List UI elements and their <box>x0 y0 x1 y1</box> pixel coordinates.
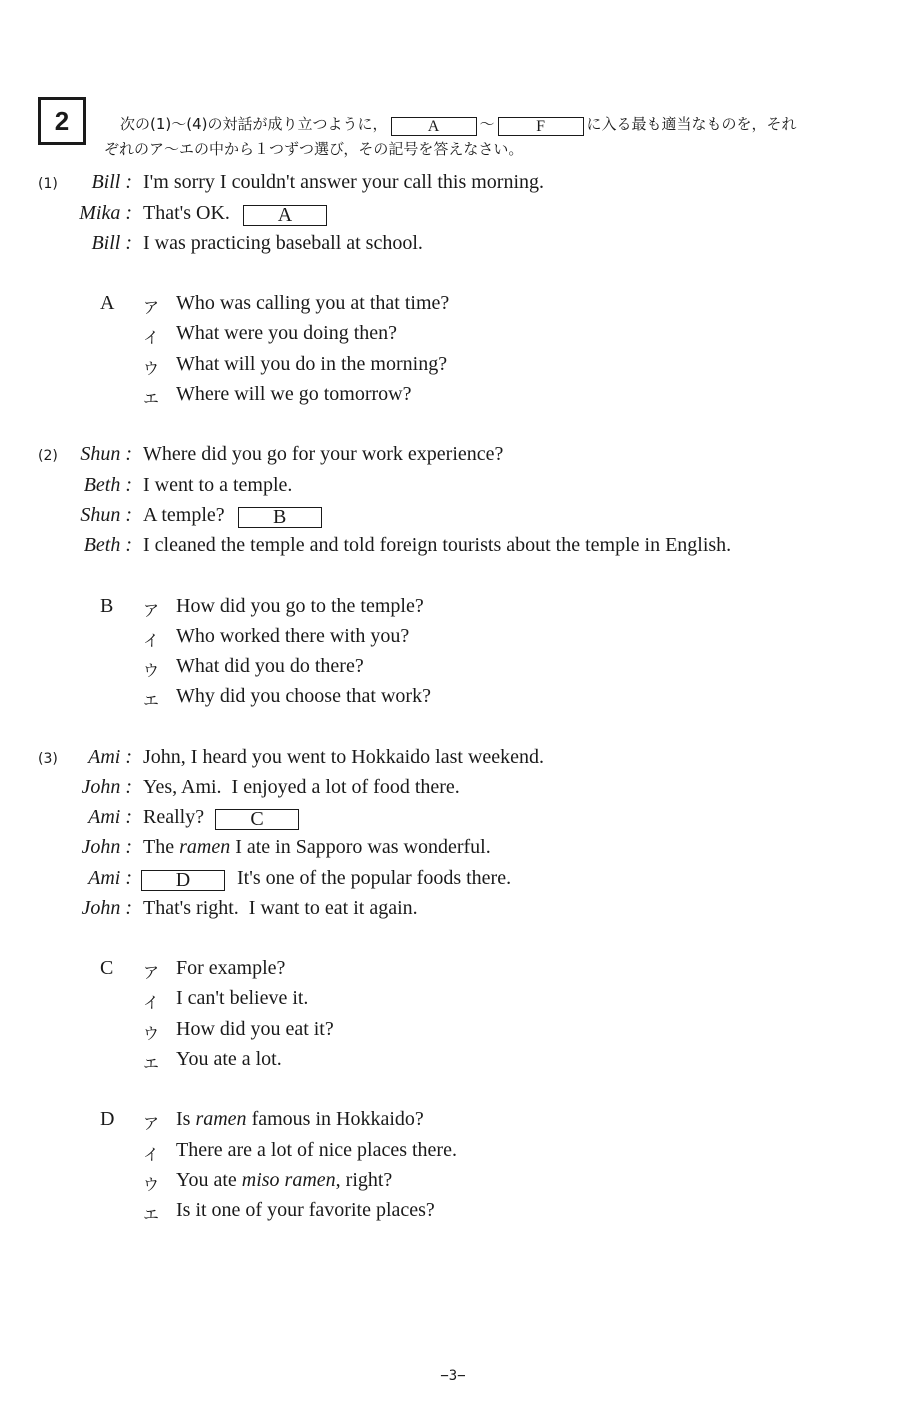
answer-blank: D <box>141 870 225 891</box>
option-text: What did you do there? <box>176 655 364 677</box>
dialogue-line <box>143 806 299 830</box>
dialogue-line <box>143 202 327 226</box>
speaker: Mika : <box>79 202 132 224</box>
option-text: What will you do in the morning? <box>176 353 448 375</box>
section-number: (2) <box>38 448 58 464</box>
option-kana: ア <box>143 963 160 982</box>
option-kana: ア <box>143 1114 160 1133</box>
question-letter: B <box>100 595 114 617</box>
option-text: Why did you choose that work? <box>176 685 431 707</box>
option-text: Where will we go tomorrow? <box>176 383 412 405</box>
option-kana: エ <box>143 1054 160 1073</box>
option-text: Who worked there with you? <box>176 625 410 647</box>
option-text: There are a lot of nice places there. <box>176 1139 457 1161</box>
option-kana: ア <box>143 601 160 620</box>
instruction-line-2: ぞれのア〜エの中から１つずつ選び，その記号を答えなさい。 <box>104 140 524 158</box>
dialogue-line: Yes, Ami. I enjoyed a lot of food there. <box>143 776 460 798</box>
option-italic: ramen <box>195 1108 247 1130</box>
option-text: I can't believe it. <box>176 987 309 1009</box>
answer-blank: B <box>238 507 322 528</box>
option-kana: ア <box>143 298 160 317</box>
speaker: Beth : <box>83 474 132 496</box>
speaker: Bill : <box>91 232 132 254</box>
option-text <box>176 1169 392 1192</box>
option-text-part: famous in Hokkaido? <box>246 1108 424 1130</box>
speaker: Ami : <box>88 867 132 889</box>
speaker: Bill : <box>91 171 132 193</box>
option-text: What were you doing then? <box>176 322 398 344</box>
question-letter: C <box>100 957 114 979</box>
dialogue-text: A temple? <box>143 504 225 526</box>
dialogue-line: John, I heard you went to Hokkaido last weekend. <box>143 746 545 768</box>
option-text-part: , right? <box>335 1169 393 1191</box>
option-text: How did you go to the temple? <box>176 595 424 617</box>
option-kana: エ <box>143 389 160 408</box>
question-letter: D <box>100 1108 115 1130</box>
dialogue-line <box>143 504 322 528</box>
section-number: (1) <box>38 176 58 192</box>
dialogue-text: I ate in Sapporo was wonderful. <box>230 836 491 858</box>
option-kana: イ <box>143 328 160 347</box>
option-text-part: Is <box>176 1108 196 1130</box>
answer-blank: C <box>215 809 299 830</box>
option-kana: ウ <box>143 1175 160 1194</box>
dialogue-italic: ramen <box>179 836 231 858</box>
speaker: John : <box>81 897 132 919</box>
option-text <box>176 1108 424 1131</box>
option-kana: イ <box>143 1145 160 1164</box>
question-letter: A <box>100 292 115 314</box>
page-number: −3− <box>440 1368 466 1384</box>
instruction-line-1 <box>120 115 797 136</box>
speaker: John : <box>81 836 132 858</box>
dialogue-text: That's OK. <box>143 202 230 224</box>
option-text: Who was calling you at that time? <box>176 292 450 314</box>
question-number: 2 <box>38 97 86 145</box>
option-text: For example? <box>176 957 286 979</box>
dialogue-line: I went to a temple. <box>143 474 293 496</box>
answer-blank: A <box>243 205 327 226</box>
dialogue-text: It's one of the popular foods there. <box>237 867 512 889</box>
speaker: Ami : <box>88 746 132 768</box>
dialogue-line: That's right. I want to eat it again. <box>143 897 418 919</box>
option-text-part: You ate <box>176 1169 242 1191</box>
speaker: Shun : <box>80 443 132 465</box>
option-kana: ウ <box>143 661 160 680</box>
option-kana: エ <box>143 1205 160 1224</box>
option-text: You ate a lot. <box>176 1048 282 1070</box>
section-number: (3) <box>38 751 58 767</box>
speaker: Ami : <box>88 806 132 828</box>
option-kana: イ <box>143 631 160 650</box>
instruction-tilde: 〜 <box>479 115 495 133</box>
dialogue-line: I cleaned the temple and told foreign tourists about the temple in English. <box>143 534 732 556</box>
option-text: How did you eat it? <box>176 1018 334 1040</box>
option-kana: ウ <box>143 1024 160 1043</box>
speaker: John : <box>81 776 132 798</box>
option-kana: ウ <box>143 359 160 378</box>
instruction-box-end: F <box>498 117 584 136</box>
dialogue-line: I'm sorry I couldn't answer your call this morning. <box>143 171 545 193</box>
dialogue-line <box>141 867 511 891</box>
dialogue-text: Really? <box>143 806 205 828</box>
dialogue-line <box>143 836 491 859</box>
dialogue-line: I was practicing baseball at school. <box>143 232 423 254</box>
dialogue-text: The <box>143 836 180 858</box>
option-kana: イ <box>143 993 160 1012</box>
instruction-after: に入る最も適当なものを，それ <box>586 115 797 133</box>
speaker: Shun : <box>80 504 132 526</box>
option-kana: エ <box>143 691 160 710</box>
instruction-before: 次の(1)〜(4)の対話が成り立つように， <box>120 115 388 133</box>
speaker: Beth : <box>83 534 132 556</box>
option-text: Is it one of your favorite places? <box>176 1199 435 1221</box>
dialogue-line: Where did you go for your work experience? <box>143 443 504 465</box>
option-italic: miso ramen <box>241 1169 336 1191</box>
instruction-box-start: A <box>391 117 477 136</box>
